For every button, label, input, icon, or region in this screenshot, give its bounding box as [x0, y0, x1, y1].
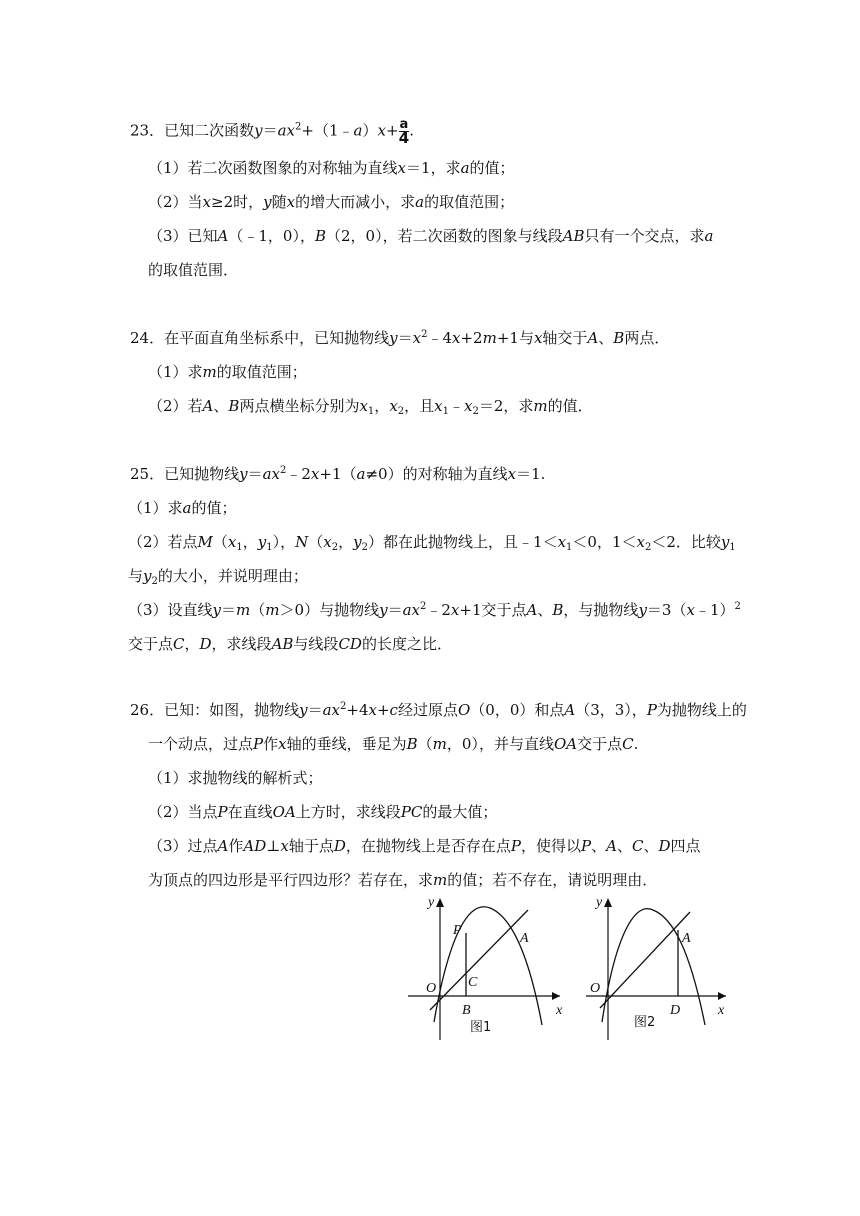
fig1-label-x: x [556, 1003, 563, 1018]
q26-part1: （1）求抛物线的解析式； [148, 769, 323, 787]
fig2-x-arrow [718, 992, 726, 1000]
q24-stem: 24．在平面直角坐标系中，已知抛物线$y=x^2﹣4x+2m+1$与x轴交于A、B两点． [130, 329, 670, 347]
fig2-label-d: D [670, 1003, 681, 1018]
q23-part1: （1）若二次函数图象的对称轴为直线x＝1，求a的值； [148, 159, 515, 177]
q25-stem: 25．已知抛物线$y=ax^2﹣2x+1(a\ne 0)$的对称轴为直线x＝1. [130, 465, 546, 483]
fig1-label-a: A [520, 931, 529, 946]
q25-part2-cont: 与$y_2$的大小，并说明理由； [128, 567, 308, 587]
fig1-line-oa [430, 910, 528, 1010]
q23-part3-cont: 的取值范围． [148, 261, 239, 279]
fig2-caption: 图2 [634, 1015, 656, 1030]
q23-part2: （2）当x≥2时，y随x的增大而减小，求a的取值范围； [148, 193, 515, 211]
q25-part1: （1）求a的值； [128, 499, 237, 517]
fig2-label-a: A [682, 931, 691, 946]
fig1-x-arrow [552, 992, 560, 1000]
q26-part3-cont: 为顶点的四边形是平行四边形？若存在，求m的值；若不存在，请说明理由． [148, 871, 658, 889]
q23-stem: 23．已知二次函数$y=ax^2+(1﹣a)x+$ $\frac{a}{4}$ . [130, 117, 415, 147]
figure-2 [578, 890, 738, 1045]
q26-stem: 26．已知：如图，抛物线$y=ax^2+4x+c$经过原点O（0，0）和点A（3，3），P为抛物线上的 [130, 701, 747, 719]
fig2-line-oa [600, 912, 690, 1008]
fig2-label-y: y [596, 895, 603, 910]
q25-part2: （2）若点$M(x_1$，$y_1$），$N(x_2$，$y_2$）都在此抛物线上，且$﹣1<x_1<0$，$1<x_2<2$．比较$y_1$ [128, 533, 736, 553]
fig2-label-x: x [718, 1003, 725, 1018]
fig1-caption: 图1 [470, 1020, 492, 1035]
fig2-y-arrow [604, 898, 612, 907]
q25-part3: （3）设直线y＝m（m＞0）与抛物线$y=ax^2﹣2x+1$交于点A、B，与抛物线y＝3（x﹣1）$^2$ [128, 601, 741, 619]
q26-part3: （3）过点A作AD⊥x轴于点D，在抛物线上是否存在点P，使得以P、A、C、D四点 [148, 837, 701, 855]
fig2-label-o: O [590, 981, 601, 996]
fig1-label-c: C [468, 975, 478, 990]
fig1-label-y: y [428, 895, 435, 910]
fig1-label-p: P [453, 923, 462, 938]
fig2-parabola [602, 909, 705, 1025]
q23-part3: （3）已知A（﹣1，0），B（2，0），若二次函数的图象与线段AB只有一个交点，求a [148, 227, 714, 245]
fig1-parabola [434, 907, 542, 1025]
figure-1 [400, 890, 580, 1045]
q24-part1: （1）求m的取值范围； [148, 363, 307, 381]
fig1-y-arrow [436, 898, 444, 907]
fig1-label-b: B [462, 1003, 471, 1018]
q26-part2: （2）当点P在直线OA上方时，求线段PC的最大值； [148, 803, 498, 821]
q24-part2: （2）若A、B两点横坐标分别为$x_1$，$x_2$，且$x_1﹣x_2=2$，求m的值． [148, 397, 593, 417]
fraction-a-over-4: $\frac{a}{4}$ [398, 117, 410, 147]
fig1-label-o: O [426, 981, 437, 996]
q26-stem-cont: 一个动点，过点P作x轴的垂线，垂足为B（m，0），并与直线OA交于点C. [148, 735, 639, 753]
q25-part3-cont: 交于点C，D，求线段AB与线段CD的长度之比． [128, 635, 452, 653]
